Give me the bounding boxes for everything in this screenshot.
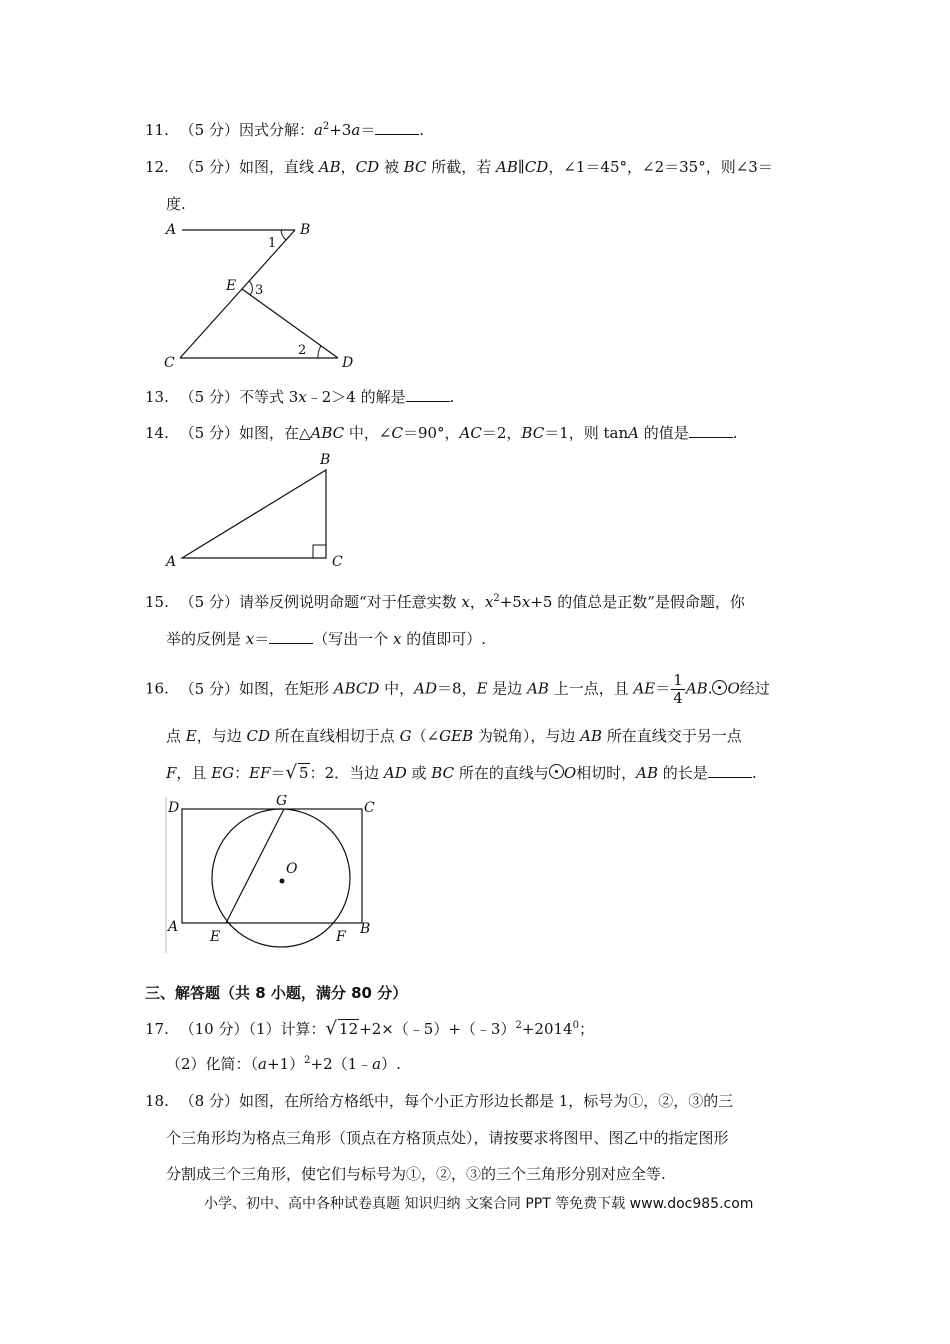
- label-c: C: [364, 800, 375, 816]
- question-12-line2: 度.: [166, 195, 186, 213]
- question-16-line2: 点 E，与边 CD 所在直线相切于点 G（∠GEB 为锐角），与边 AB 所在直线交于另一点: [166, 727, 742, 745]
- question-number: 17.: [145, 1020, 169, 1038]
- sqrt-sign-icon: √: [285, 762, 298, 783]
- sqrt-sign-icon: √: [325, 1018, 338, 1039]
- angle-2-arc: [318, 346, 321, 358]
- rectangle-abcd: [182, 809, 362, 923]
- question-17: 17. （10 分）（1）计算：√ $12+2\times(﹣5)+(﹣3)^2+2014^0$；: [145, 1018, 594, 1039]
- question-18-line2: 个三角形均为格点三角形（顶点在方格顶点处），请按要求将图甲、图乙中的指定图形: [166, 1129, 729, 1147]
- angle-1-arc: [281, 230, 286, 240]
- question-number: 18.: [145, 1092, 169, 1110]
- circle-symbol-icon: [712, 680, 727, 695]
- answer-blank[interactable]: [375, 120, 419, 135]
- score: （5 分）: [179, 424, 239, 442]
- question-number: 12.: [145, 158, 169, 176]
- answer-blank[interactable]: [689, 423, 733, 438]
- question-12: 12. （5 分）如图，直线 AB，CD 被 BC 所截，若 AB∥CD，∠1＝45°，∠2＝35°，则∠3＝: [145, 158, 773, 176]
- question-16-line3: F，且 EG：EF＝√ 5：2．当边 AD 或 BC 所在的直线与 O相切时，AB 的长是 .: [166, 762, 757, 783]
- figure-12: [160, 215, 370, 375]
- label-o: O: [286, 861, 298, 877]
- label-c: C: [332, 554, 343, 570]
- label-1: 1: [268, 236, 277, 251]
- score: （5 分）: [179, 121, 239, 139]
- label-d: D: [168, 800, 180, 816]
- label-3: 3: [255, 283, 264, 298]
- question-11: 11. （5 分）因式分解：$a^2+3a=$ .: [145, 121, 425, 139]
- question-16: 16. （5 分）如图，在矩形 ABCD 中，AD＝8，E 是边 AB 上一点，且 AE＝ $\frac{1}{4}$ AB. O经过: [145, 671, 770, 707]
- label-a: A: [166, 222, 177, 238]
- label-b: B: [300, 222, 311, 238]
- score: （5 分）: [179, 679, 239, 698]
- question-18-line3: 分割成三个三角形，使它们与标号为①，②，③的三个三角形分别对应全等.: [166, 1165, 666, 1183]
- figure-14: [160, 448, 360, 573]
- label-g: G: [276, 795, 288, 809]
- question-18: 18. （8 分）如图，在所给方格纸中，每个小正方形边长都是 1，标号为①，②，③的三: [145, 1092, 734, 1110]
- answer-blank[interactable]: [269, 629, 313, 644]
- question-17-part2: （2）化简：$(a+1)^2+2(1﹣a)$.: [166, 1055, 401, 1073]
- label-c: C: [164, 355, 175, 371]
- score: （8 分）: [179, 1092, 239, 1110]
- center-dot: [280, 879, 285, 884]
- label-b: B: [320, 452, 331, 468]
- figure-16: [164, 795, 382, 955]
- question-number: 16.: [145, 679, 169, 698]
- question-number: 14.: [145, 424, 169, 442]
- label-f: F: [336, 929, 346, 945]
- label-a: A: [168, 919, 179, 935]
- score: （5 分）: [179, 388, 239, 406]
- label-b: B: [360, 921, 371, 937]
- question-number: 13.: [145, 388, 169, 406]
- label-d: D: [342, 355, 354, 371]
- right-angle-mark: [313, 545, 326, 558]
- footer-text: 小学、初中、高中各种试卷真题 知识归纳 文案合同 PPT 等免费下载 www.doc985.com: [204, 1196, 754, 1212]
- circle-symbol-icon: [549, 764, 564, 779]
- fraction-one-quarter: $\frac{1}{4}$: [673, 671, 683, 707]
- score: （10 分）: [179, 1020, 249, 1038]
- label-e: E: [226, 278, 237, 294]
- section-heading: 三、解答题（共 8 小题，满分 80 分）: [145, 984, 408, 1002]
- question-number: 15.: [145, 593, 169, 611]
- question-number: 11.: [145, 121, 169, 139]
- question-13: 13. （5 分）不等式 3x﹣2＞4 的解是 .: [145, 388, 455, 406]
- answer-blank[interactable]: [406, 387, 450, 402]
- answer-blank[interactable]: [708, 763, 752, 778]
- circle-o: [212, 809, 350, 947]
- score: （5 分）: [179, 158, 239, 176]
- question-15-line2: 举的反例是 x＝ （写出一个 x 的值即可）.: [166, 630, 487, 648]
- label-2: 2: [298, 343, 307, 358]
- label-e: E: [210, 929, 221, 945]
- angle-3-arc: [249, 281, 252, 295]
- score: （5 分）: [179, 593, 239, 611]
- label-a: A: [166, 554, 177, 570]
- question-14: 14. （5 分）如图，在△ABC 中，∠C＝90°，AC＝2，BC＝1，则 tanA 的值是 .: [145, 424, 738, 442]
- line-bc: [180, 230, 295, 358]
- question-15: 15. （5 分）请举反例说明命题“对于任意实数 x，$x^2+5x+5$ 的值总是正数”是假命题，你: [145, 593, 745, 611]
- line-ed: [242, 289, 338, 358]
- triangle-abc: [182, 470, 326, 558]
